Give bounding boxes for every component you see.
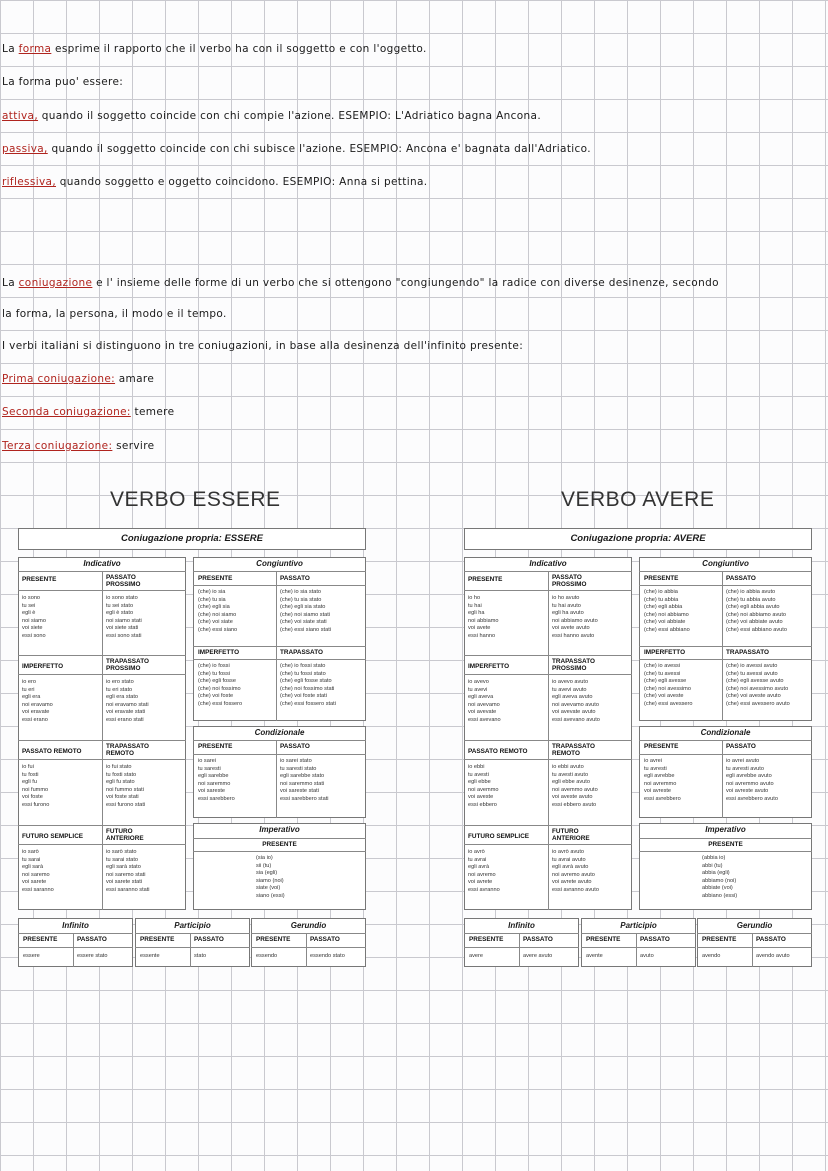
- note-seconda: Seconda coniugazione: temere: [2, 406, 175, 418]
- table-rule: [193, 740, 366, 741]
- tense-label: PRESENTE: [262, 841, 297, 848]
- conjugation-cell: io avrei tu avresti egli avrebbe noi avremmo voi avreste essi avrebbero: [644, 758, 681, 802]
- condizionale-label: Condizionale: [254, 728, 305, 737]
- conjugation-cell: io avrò tu avrai egli avrà noi avremo voi avrete essi avranno: [468, 849, 500, 893]
- table-rule: [306, 933, 307, 967]
- indicativo-label: Indicativo: [83, 559, 121, 568]
- table-rule: [193, 571, 366, 572]
- note-forma-persona: la forma, la persona, il modo e il tempo.: [2, 308, 227, 320]
- conjugation-cell: io sono stato tu sei stato egli è stato noi siamo stati voi siete stati essi sono stati: [106, 595, 142, 639]
- conjugation-cell: io avrò avuto tu avrai avuto egli avrà avuto noi avremo avuto voi avrete avuto essi avranno avuto: [552, 849, 599, 893]
- note-terza: Terza coniugazione: servire: [2, 440, 155, 452]
- infinito-label: Infinito: [62, 921, 89, 930]
- conjugation-cell: essente: [140, 953, 160, 959]
- condizionale-label: Condizionale: [700, 728, 751, 737]
- table-rule: [276, 740, 277, 818]
- heading-verbo-essere: VERBO ESSERE: [110, 488, 281, 511]
- table-rule: [193, 754, 366, 755]
- conjugation-cell: io ero stato tu eri stato egli era stato noi eravamo stati voi eravate stati essi erano stati: [106, 679, 149, 723]
- table-rule: [464, 759, 632, 760]
- table-rule: [18, 740, 186, 741]
- conjugation-cell: io ero tu eri egli era noi eravamo voi eravate essi erano: [22, 679, 53, 723]
- table-rule: [519, 933, 520, 967]
- tense-label: PASSATO: [77, 936, 107, 943]
- conjugation-cell: io sarei stato tu saresti stato egli sarebbe stato noi saremmo stati voi sareste stati essi sarebbero stati: [280, 758, 329, 802]
- conjugation-cell: (abbia io) abbi (tu) abbia (egli) abbiamo (noi) abbiate (voi) abbiano (essi): [702, 855, 738, 899]
- tense-label: PRESENTE: [140, 936, 175, 943]
- conjugation-cell: (che) io abbia avuto (che) tu abbia avuto (che) egli abbia avuto (che) noi abbiamo avuto (che) voi abbiate avuto (che) essi abbiano avuto: [726, 589, 787, 633]
- gerundio-label: Gerundio: [736, 921, 773, 930]
- conjugation-cell: io ebbi avuto tu avesti avuto egli ebbe avuto noi avemmo avuto voi aveste avuto essi ebbero avuto: [552, 764, 598, 808]
- table-rule: [18, 590, 186, 591]
- table-rule: [639, 646, 812, 647]
- table-rule: [193, 646, 366, 647]
- table-rule: [464, 740, 632, 741]
- conjugation-cell: io fui tu fosti egli fu noi fummo voi foste essi furono: [22, 764, 50, 808]
- table-rule: [752, 933, 753, 967]
- congiuntivo-label: Congiuntivo: [702, 559, 749, 568]
- tense-label: IMPERFETTO: [468, 663, 510, 670]
- tense-label: PRESENTE: [198, 743, 233, 750]
- table-rule: [639, 585, 812, 586]
- conjugation-cell: io sarei tu saresti egli sarebbe noi saremmo voi sareste essi sarebbero: [198, 758, 235, 802]
- table-rule: [639, 659, 812, 660]
- table-rule: [193, 659, 366, 660]
- conjugation-cell: (che) io sia stato (che) tu sia stato (che) egli sia stato (che) noi siamo stati (che) voi siate stati (che) essi siano stati: [280, 589, 331, 633]
- conjugation-cell: io sono tu sei egli è noi siamo voi siete essi sono: [22, 595, 46, 639]
- table-rule: [464, 825, 632, 826]
- table-rule: [639, 740, 812, 741]
- tense-label: PRESENTE: [702, 936, 737, 943]
- table-rule: [18, 655, 186, 656]
- congiuntivo-label: Congiuntivo: [256, 559, 303, 568]
- tense-label: FUTURO SEMPLICE: [22, 833, 84, 840]
- tense-label: PRESENTE: [586, 936, 621, 943]
- note-prima: Prima coniugazione: amare: [2, 373, 155, 385]
- conjugation-cell: (che) io avessi (che) tu avessi (che) egli avesse (che) noi avessimo (che) voi aveste (che) essi avessero: [644, 663, 693, 707]
- conjugation-cell: io sarò tu sarai egli sarà noi saremo voi sarete essi saranno: [22, 849, 54, 893]
- tense-label: PASSATO: [280, 575, 310, 582]
- conjugation-cell: avuto: [640, 953, 654, 959]
- heading-verbo-avere: VERBO AVERE: [561, 488, 715, 511]
- indicativo-label: Indicativo: [529, 559, 567, 568]
- table-rule: [464, 655, 632, 656]
- tense-label: PRESENTE: [22, 576, 57, 583]
- note-forma: La forma esprime il rapporto che il verbo ha con il soggetto e con l'oggetto.: [2, 43, 427, 55]
- note-riflessiva: riflessiva, quando soggetto e oggetto coincidono. ESEMPIO: Anna si pettina.: [2, 176, 428, 188]
- tense-label: PASSATO: [756, 936, 786, 943]
- note-attiva: attiva, quando il soggetto coincide con chi compie l'azione. ESEMPIO: L'Adriatico bagna Ancona.: [2, 110, 542, 122]
- conjugation-cell: avere: [469, 953, 483, 959]
- table-rule: [18, 933, 133, 934]
- tense-label: TRAPASSATO REMOTO: [106, 743, 149, 757]
- tense-label: PASSATO PROSSIMO: [106, 574, 141, 588]
- tense-label: PASSATO: [310, 936, 340, 943]
- tense-label: PASSATO REMOTO: [468, 748, 528, 755]
- conjugation-cell: avendo: [702, 953, 721, 959]
- table-rule: [18, 947, 133, 948]
- tense-label: PASSATO: [726, 575, 756, 582]
- tense-label: FUTURO SEMPLICE: [468, 833, 530, 840]
- conjugation-cell: (sia io) sii (tu) sia (egli) siamo (noi) siate (voi) siano (essi): [256, 855, 285, 899]
- essere-title: Coniugazione propria: ESSERE: [121, 533, 263, 544]
- conjugation-cell: io ho avuto tu hai avuto egli ha avuto noi abbiamo avuto voi avete avuto essi hanno avuto: [552, 595, 598, 639]
- tense-label: PASSATO PROSSIMO: [552, 574, 587, 588]
- gerundio-label: Gerundio: [290, 921, 327, 930]
- table-rule: [581, 933, 696, 934]
- table-rule: [697, 933, 812, 934]
- conjugation-cell: (che) io fossi stato (che) tu fossi stato (che) egli fosse stato (che) noi fossimo stati (che) voi foste stati (che) essi fossero stati: [280, 663, 336, 707]
- note-forma-types: La forma puo' essere:: [2, 76, 124, 88]
- table-rule: [251, 947, 366, 948]
- tense-label: TRAPASSATO REMOTO: [552, 743, 595, 757]
- table-rule: [639, 838, 812, 839]
- conjugation-cell: essendo: [256, 953, 278, 959]
- conjugation-cell: (che) io sia (che) tu sia (che) egli sia (che) noi siamo (che) voi siate (che) essi siano: [198, 589, 238, 633]
- note-passiva: passiva, quando il soggetto coincide con chi subisce l'azione. ESEMPIO: Ancona e' bagnata dall'Adriatico.: [2, 143, 591, 155]
- table-rule: [639, 571, 812, 572]
- table-rule: [464, 590, 632, 591]
- table-rule: [18, 844, 186, 845]
- participio-label: Participio: [620, 921, 657, 930]
- conjugation-cell: io avrei avuto tu avresti avuto egli avrebbe avuto noi avremmo avuto voi avreste avuto essi avrebbero avuto: [726, 758, 778, 802]
- table-rule: [639, 851, 812, 852]
- conjugation-cell: essere stato: [77, 953, 108, 959]
- avere-title: Coniugazione propria: AVERE: [570, 533, 706, 544]
- tense-label: IMPERFETTO: [198, 649, 240, 656]
- tense-label: PASSATO: [523, 936, 553, 943]
- table-rule: [464, 933, 579, 934]
- tense-label: FUTURO ANTERIORE: [552, 828, 590, 842]
- table-rule: [190, 933, 191, 967]
- tense-label: PASSATO: [640, 936, 670, 943]
- conjugation-cell: (che) io abbia (che) tu abbia (che) egli abbia (che) noi abbiamo (che) voi abbiate (che) essi abbiano: [644, 589, 690, 633]
- table-rule: [18, 759, 186, 760]
- table-rule: [193, 585, 366, 586]
- tense-label: TRAPASSATO PROSSIMO: [552, 658, 595, 672]
- table-rule: [18, 825, 186, 826]
- table-rule: [464, 674, 632, 675]
- tense-label: IMPERFETTO: [22, 663, 64, 670]
- table-rule: [639, 754, 812, 755]
- conjugation-cell: avere avuto: [523, 953, 553, 959]
- tense-label: TRAPASSATO: [726, 649, 769, 656]
- table-rule: [581, 947, 696, 948]
- tense-label: PRESENTE: [198, 575, 233, 582]
- tense-label: TRAPASSATO PROSSIMO: [106, 658, 149, 672]
- table-rule: [18, 674, 186, 675]
- table-rule: [464, 947, 579, 948]
- tense-label: IMPERFETTO: [644, 649, 686, 656]
- conjugation-cell: io avevo tu avevi egli aveva noi avevamo voi avevate essi avevano: [468, 679, 501, 723]
- table-rule: [251, 933, 366, 934]
- tense-label: PASSATO: [194, 936, 224, 943]
- conjugation-cell: (che) io fossi (che) tu fossi (che) egli fosse (che) noi fossimo (che) voi foste (che) essi fossero: [198, 663, 243, 707]
- conjugation-cell: io sarò stato tu sarai stato egli sarà stato noi saremo stati voi sarete stati essi saranno stati: [106, 849, 150, 893]
- imperativo-label: Imperativo: [705, 825, 746, 834]
- table-rule: [722, 740, 723, 818]
- tense-label: PRESENTE: [644, 575, 679, 582]
- tense-label: PRESENTE: [468, 576, 503, 583]
- tense-label: PRESENTE: [469, 936, 504, 943]
- table-rule: [193, 851, 366, 852]
- tense-label: PASSATO REMOTO: [22, 748, 82, 755]
- imperativo-label: Imperativo: [259, 825, 300, 834]
- table-rule: [135, 933, 250, 934]
- tense-label: PRESENTE: [644, 743, 679, 750]
- tense-label: PASSATO: [726, 743, 756, 750]
- conjugation-cell: io ho tu hai egli ha noi abbiamo voi avete essi hanno: [468, 595, 499, 639]
- conjugation-cell: essendo stato: [310, 953, 345, 959]
- tense-label: FUTURO ANTERIORE: [106, 828, 144, 842]
- tense-label: PRESENTE: [23, 936, 58, 943]
- participio-label: Participio: [174, 921, 211, 930]
- conjugation-cell: (che) io avessi avuto (che) tu avessi avuto (che) egli avesse avuto (che) noi avessimo avuto (che) voi aveste avuto (che) essi avessero avuto: [726, 663, 790, 707]
- note-tre-coniugazioni: I verbi italiani si distinguono in tre coniugazioni, in base alla desinenza dell'infinito presente:: [2, 340, 524, 352]
- infinito-label: Infinito: [508, 921, 535, 930]
- note-coniugazione: La coniugazione e l' insieme delle forme di un verbo che si ottengono "congiungendo" la radice con diverse desinenze, secondo: [2, 277, 719, 289]
- table-rule: [697, 947, 812, 948]
- tense-label: PRESENTE: [256, 936, 291, 943]
- conjugation-cell: io avevo avuto tu avevi avuto egli aveva avuto noi avevamo avuto voi avevate avuto essi avevano avuto: [552, 679, 600, 723]
- tense-label: TRAPASSATO: [280, 649, 323, 656]
- conjugation-cell: avente: [586, 953, 603, 959]
- conjugation-cell: stato: [194, 953, 207, 959]
- table-rule: [135, 947, 250, 948]
- table-rule: [464, 844, 632, 845]
- table-rule: [636, 933, 637, 967]
- conjugation-cell: essere: [23, 953, 40, 959]
- conjugation-cell: io ebbi tu avesti egli ebbe noi avemmo voi aveste essi ebbero: [468, 764, 499, 808]
- conjugation-cell: avendo avuto: [756, 953, 790, 959]
- table-rule: [193, 838, 366, 839]
- tense-label: PRESENTE: [708, 841, 743, 848]
- conjugation-cell: io fui stato tu fosti stato egli fu stato noi fummo stati voi foste stati essi furono stati: [106, 764, 146, 808]
- tense-label: PASSATO: [280, 743, 310, 750]
- table-rule: [73, 933, 74, 967]
